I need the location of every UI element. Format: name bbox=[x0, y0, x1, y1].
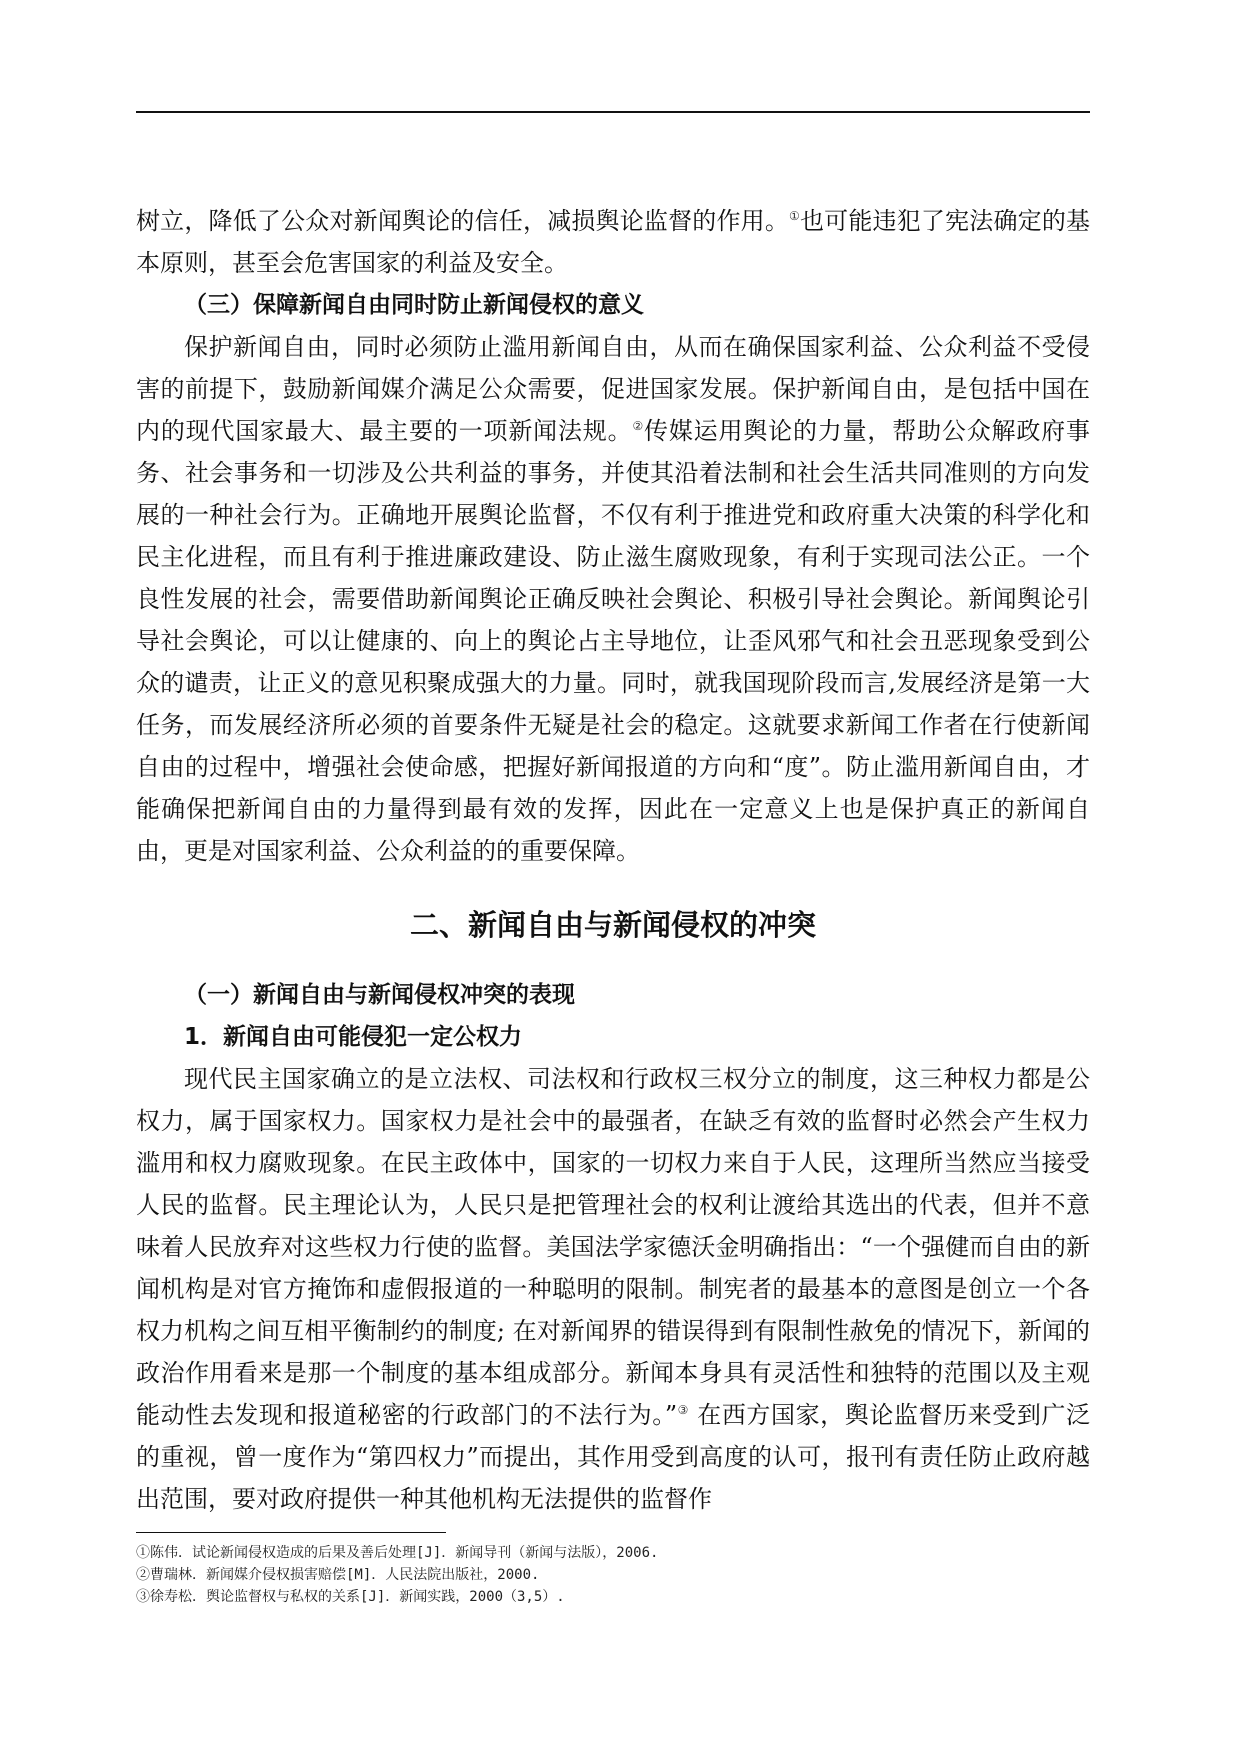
footnotes bbox=[136, 1542, 1090, 1608]
header-rule bbox=[136, 111, 1090, 113]
paragraph-text: 也可能违犯了宪法确定的基本原则，甚至会危害国家的利益及安全。 bbox=[136, 207, 1091, 277]
section-title: 二、新闻自由与新闻侵权的冲突 bbox=[409, 908, 816, 942]
footnote-rule bbox=[136, 1532, 446, 1533]
footnote-ref-2[interactable]: ② bbox=[632, 419, 645, 433]
paragraph-text: 保护新闻自由，同时必须防止滥用新闻自由，从而在确保国家利益、公众利益不受侵害的前提下，鼓励新闻媒介满足公众需要，促进国家发展。保护新闻自由，是包括中国在内的现代国家最大、最主要的一项新闻法规。 bbox=[136, 333, 1090, 445]
footnote-ref-3[interactable]: ③ bbox=[677, 1403, 690, 1417]
paragraph-text: 现代民主国家确立的是立法权、司法权和行政权三权分立的制度，这三种权力都是公权力，属于国家权力。国家权力是社会中的最强者，在缺乏有效的监督时必然会产生权力滥用和权力腐败现象。在民主政体中，国家的一切权力来自于人民，这理所当然应当接受人民的监督。民主理论认为，人民只是把管理社会的权利让渡给其选出的代表，但并不意味着人民放弃对这些权力行使的监督。美国法学家德沃金明确指出：“一个强健而自由的新闻机构是对官方掩饰和虚假报道的一种聪明的限制。制宪者的最基本的意图是创立一个各权力机构之间互相平衡制约的制度; 在对新闻界的错误得到有限制性赦免的情况下，新闻的政治作用看来是那一个制度的基本组成部分。新闻本身具有灵活性和独特的范围以及主观能动性去发现和报道秘密的行政部门的不法行为。” bbox=[136, 1065, 1090, 1429]
paragraph-continuation bbox=[136, 200, 1090, 284]
footnote-1: ①陈伟．试论新闻侵权造成的后果及善后处理[J]．新闻导刊（新闻与法版），2006. bbox=[136, 1545, 659, 1561]
subheading-conflict: （一）新闻自由与新闻侵权冲突的表现 bbox=[184, 982, 575, 1008]
paragraph-significance bbox=[136, 326, 1090, 872]
paragraph-public-power bbox=[136, 1058, 1090, 1520]
subheading-significance: （三）保障新闻自由同时防止新闻侵权的意义 bbox=[184, 292, 644, 318]
footnote-2: ②曹瑞林．新闻媒介侵权损害赔偿[M]．人民法院出版社，2000. bbox=[136, 1567, 540, 1583]
paragraph-text: 传媒运用舆论的力量，帮助公众解政府事务、社会事务和一切涉及公共利益的事务，并使其沿着法制和社会生活共同准则的方向发展的一种社会行为。正确地开展舆论监督，不仅有利于推进党和政府重大决策的科学化和民主化进程，而且有利于推进廉政建设、防止滋生腐败现象，有利于实现司法公正。一个良性发展的社会，需要借助新闻舆论正确反映社会舆论、积极引导社会舆论。新闻舆论引导社会舆论，可以让健康的、向上的舆论占主导地位，让歪风邪气和社会丑恶现象受到公众的谴责，让正义的意见积聚成强大的力量。同时，就我国现阶段而言,发展经济是第一大任务，而发展经济所必须的首要条件无疑是社会的稳定。这就要求新闻工作者在行使新闻自由的过程中，增强社会使命感，把握好新闻报道的方向和“度”。防止滥用新闻自由，才能确保把新闻自由的力量得到最有效的发挥，因此在一定意义上也是保护真正的新闻自由，更是对国家利益、公众利益的的重要保障。 bbox=[136, 417, 1091, 865]
subheading-public-power: 1．新闻自由可能侵犯一定公权力 bbox=[184, 1024, 523, 1050]
page-body bbox=[136, 200, 1090, 1520]
paragraph-text: 树立，降低了公众对新闻舆论的信任，减损舆论监督的作用。 bbox=[136, 207, 790, 235]
footnote-ref-1[interactable]: ① bbox=[789, 209, 800, 223]
paragraph-text: 在西方国家，舆论监督历来受到广泛的重视，曾一度作为“第四权力”而提出，其作用受到高度的认可，报刊有责任防止政府越出范围，要对政府提供一种其他机构无法提供的监督作 bbox=[136, 1401, 1090, 1513]
footnote-3: ③徐寿松．舆论监督权与私权的关系[J]．新闻实践，2000（3,5）. bbox=[136, 1589, 565, 1605]
